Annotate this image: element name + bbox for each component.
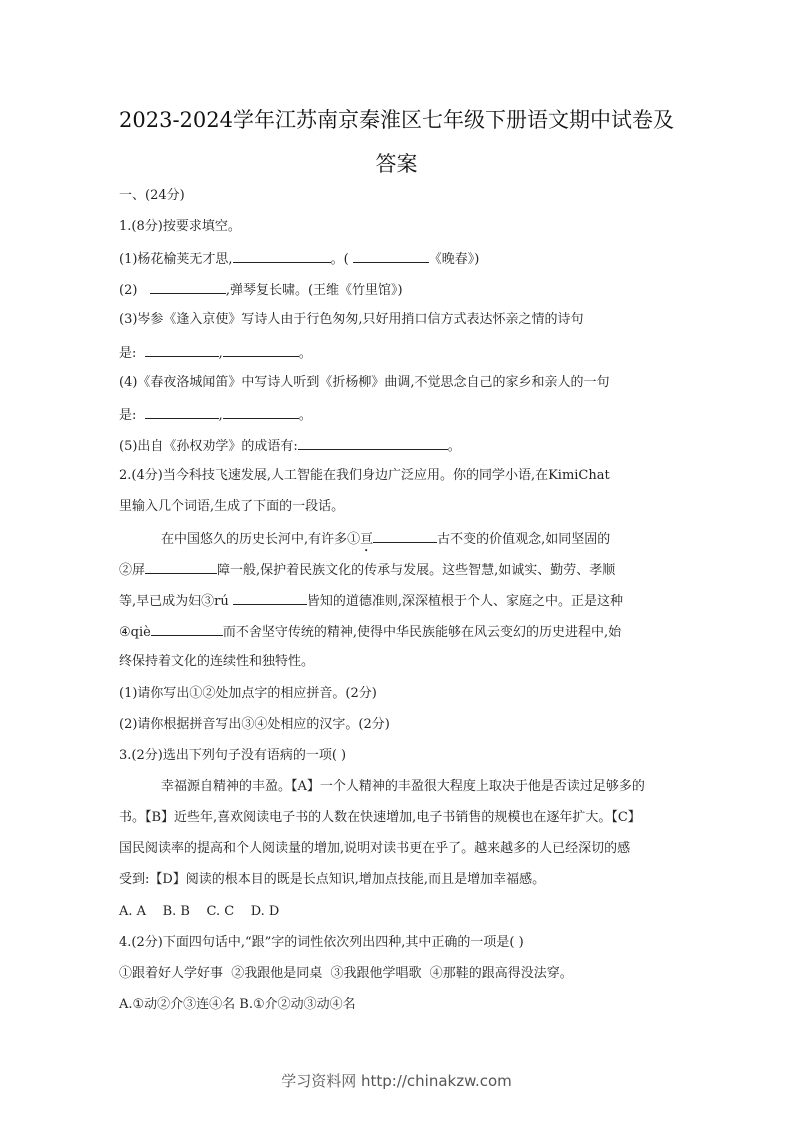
document-title bbox=[95, 98, 698, 186]
question-1-part-3-line-1: (3)岑参《逢入京使》写诗人由于行色匆匆,只好用捎口信方式表达怀亲之情的诗句 bbox=[119, 312, 584, 327]
title-line-2: 答案 bbox=[375, 152, 418, 176]
passage-line-1: 在中国悠久的历史长河中,有许多①亘 古不变的价值观念,如同坚固的 bbox=[161, 529, 681, 555]
answer-blank[interactable] bbox=[145, 405, 219, 419]
answer-blank[interactable] bbox=[223, 343, 299, 357]
question-2-sub-1: (1)请你写出①②处加点字的相应拼音。(2分) bbox=[119, 686, 377, 701]
passage-line-3: 等,早已成为妇③rú 皆知的道德准则,深深植根于个人、家庭之中。正是这种 bbox=[119, 591, 679, 611]
passage-line-2: ②屏 障一般,保护着民族文化的传承与发展。这些智慧,如诚实、勤劳、孝顺 bbox=[119, 560, 679, 580]
question-1-part-2: (2) ,弹琴复长啸。(王维《竹里馆》) bbox=[119, 280, 679, 300]
question-1-stem: 1.(8分)按要求填空。 bbox=[119, 219, 241, 234]
answer-blank[interactable] bbox=[150, 280, 226, 294]
answer-blank[interactable] bbox=[373, 529, 437, 543]
question-3-options: A. A B. B C. C D. D bbox=[119, 904, 280, 919]
question-4-stem: 4.(2分)下面四句话中,“跟”字的词性依次列出四种,其中正确的一项是( ) bbox=[119, 935, 524, 950]
answer-blank[interactable] bbox=[233, 591, 307, 605]
answer-blank[interactable] bbox=[353, 249, 429, 263]
question-3-passage-line-3: 国民阅读率的提高和个人阅读量的增加,说明对读书更在乎了。越来越多的人已经深切的感 bbox=[119, 841, 631, 856]
question-1-part-4-line-2: 是: , 。 bbox=[119, 405, 679, 425]
section-heading: 一、(24分) bbox=[119, 188, 185, 203]
answer-blank[interactable] bbox=[233, 249, 331, 263]
question-1-part-4-line-1: (4)《春夜洛城闻笛》中写诗人听到《折杨柳》曲调,不觉思念自己的家乡和亲人的一句 bbox=[119, 375, 610, 390]
question-4-options: A.①动②介③连④名 B.①介②动③动④名 bbox=[119, 997, 356, 1012]
answer-blank[interactable] bbox=[145, 560, 217, 574]
question-4-sentences: ①跟着好人学好事 ②我跟他是同桌 ③我跟他学唱歌 ④那鞋的跟高得没法穿。 bbox=[119, 966, 573, 981]
question-2-sub-2: (2)请你根据拼音写出③④处相应的汉字。(2分) bbox=[119, 717, 390, 732]
question-1-part-5: (5)出自《孙权劝学》的成语有: 。 bbox=[119, 436, 679, 456]
answer-blank[interactable] bbox=[298, 436, 448, 450]
answer-blank[interactable] bbox=[145, 343, 219, 357]
answer-blank[interactable] bbox=[151, 622, 223, 636]
answer-blank[interactable] bbox=[223, 405, 299, 419]
question-3-passage-line-4: 受到:【D】阅读的根本目的既是长点知识,增加点技能,而且是增加幸福感。 bbox=[119, 872, 546, 887]
question-2-stem-line-2: 里输入几个词语,生成了下面的一段话。 bbox=[119, 499, 345, 514]
question-2-stem-line-1: 2.(4分)当今科技飞速发展,人工智能在我们身边广泛应用。你的同学小语,在KimiChat bbox=[119, 468, 610, 483]
passage-line-5: 终保持着文化的连续性和独特性。 bbox=[119, 654, 315, 669]
question-1-part-3-line-2: 是: , 。 bbox=[119, 343, 679, 363]
question-3-passage-line-2: 书。【B】近些年,喜欢阅读电子书的人数在快速增加,电子书销售的规模也在逐年扩大。【C】 bbox=[119, 810, 641, 825]
passage-line-4: ④qiè 而不舍坚守传统的精神,使得中华民族能够在风云变幻的历史进程中,始 bbox=[119, 622, 679, 642]
question-1-part-1: (1)杨花榆荚无才思, 。( 《晚春》) bbox=[119, 249, 679, 269]
title-line-1: 2023-2024学年江苏南京秦淮区七年级下册语文期中试卷及 bbox=[119, 108, 674, 132]
question-3-stem: 3.(2分)选出下列句子没有语病的一项( ) bbox=[119, 748, 347, 763]
footer-watermark: 学习资料网 http://chinakzw.com bbox=[281, 1072, 512, 1090]
question-3-passage-line-1: 幸福源自精神的丰盈。【A】一个人精神的丰盈很大程度上取决于他是否读过足够多的 bbox=[161, 779, 645, 794]
